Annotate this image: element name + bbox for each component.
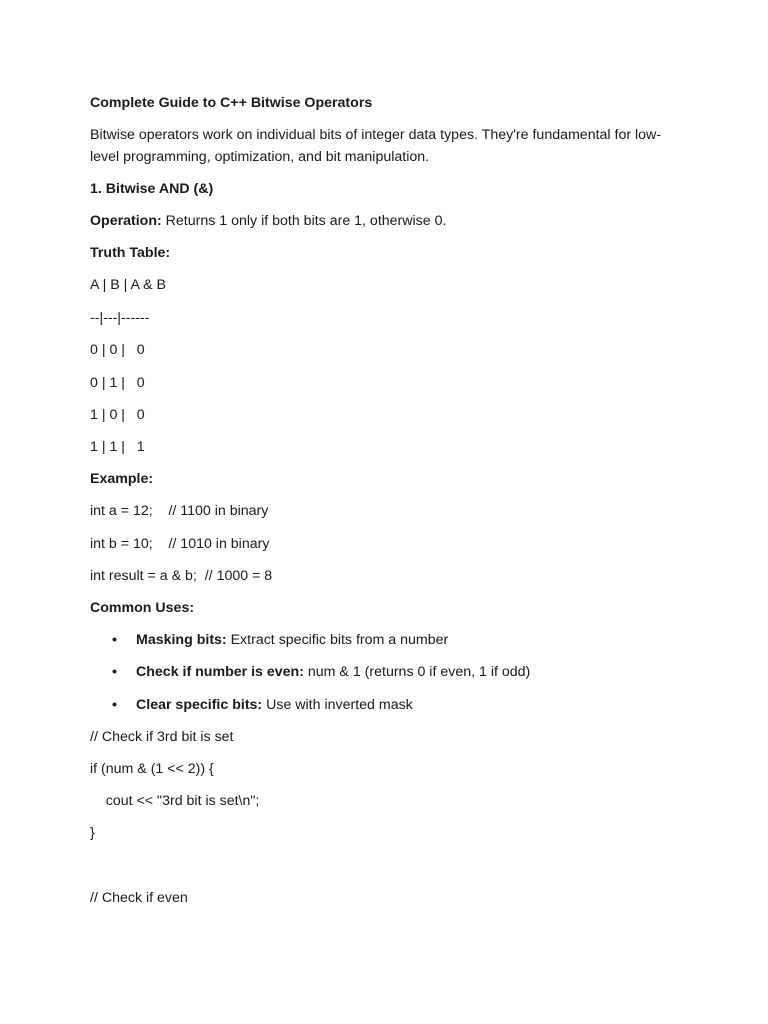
example-code-line: int b = 10; // 1010 in binary bbox=[90, 536, 270, 552]
example-code-line: int result = a & b; // 1000 = 8 bbox=[90, 568, 273, 584]
example-label: Example: bbox=[90, 471, 154, 487]
list-item bbox=[112, 695, 413, 715]
list-item-text: Use with inverted mask bbox=[262, 697, 413, 713]
code-line: if (num & (1 << 2)) { bbox=[90, 761, 214, 777]
list-item-bold: Masking bits: bbox=[136, 632, 227, 648]
code-line: } bbox=[90, 825, 95, 841]
truth-table-line: 0 | 0 | 0 bbox=[90, 342, 145, 358]
truth-table-line: A | B | A & B bbox=[90, 277, 166, 293]
operation-text: Returns 1 only if both bits are 1, otherwise 0. bbox=[161, 213, 447, 229]
truth-table-line: 1 | 1 | 1 bbox=[90, 439, 145, 455]
bullet-icon: • bbox=[112, 664, 117, 680]
operation-label: Operation: bbox=[90, 213, 162, 229]
example-code-line: int a = 12; // 1100 in binary bbox=[90, 503, 269, 519]
document-title: Complete Guide to C++ Bitwise Operators bbox=[90, 95, 373, 111]
truth-table-label: Truth Table: bbox=[90, 245, 171, 261]
intro-paragraph: Bitwise operators work on individual bits of integer data types. They're fundamental for low-level programming, optimization, and bit manipulation. bbox=[90, 127, 662, 165]
operation-line bbox=[90, 211, 446, 231]
code-line: cout << "3rd bit is set\n"; bbox=[90, 793, 260, 809]
list-item-bold: Clear specific bits: bbox=[136, 697, 263, 713]
list-item-text: num & 1 (returns 0 if even, 1 if odd) bbox=[303, 664, 531, 680]
truth-table-line: 0 | 1 | 0 bbox=[90, 375, 145, 391]
common-uses-label: Common Uses: bbox=[90, 600, 195, 616]
list-item bbox=[112, 662, 530, 682]
bullet-icon: • bbox=[112, 697, 117, 713]
truth-table-line: 1 | 0 | 0 bbox=[90, 407, 145, 423]
bullet-icon: • bbox=[112, 632, 117, 648]
list-item-text: Extract specific bits from a number bbox=[226, 632, 449, 648]
list-item-bold: Check if number is even: bbox=[136, 664, 304, 680]
truth-table-line: --|---|------ bbox=[90, 310, 150, 326]
section-heading-bitwise-and: 1. Bitwise AND (&) bbox=[90, 181, 214, 197]
code-line: // Check if 3rd bit is set bbox=[90, 729, 234, 745]
list-item bbox=[112, 630, 448, 650]
code-line: // Check if even bbox=[90, 890, 188, 906]
